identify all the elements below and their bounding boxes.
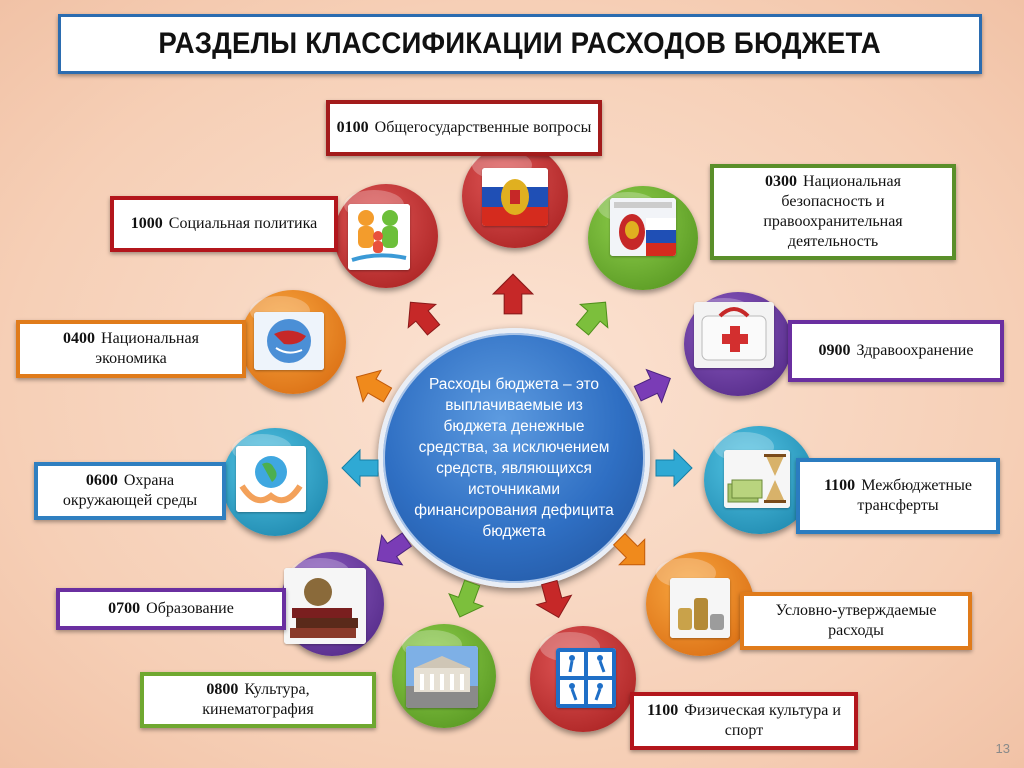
label-1100-sport — [630, 692, 858, 750]
label-1100-transfers — [796, 458, 1000, 534]
globe-map-icon — [254, 312, 324, 370]
arrow-left — [340, 448, 380, 488]
code-0900: 0900 — [818, 342, 851, 359]
code-0100: 0100 — [336, 119, 369, 136]
name-1100-transfers: Межбюджетные трансферты — [857, 477, 972, 514]
label-conditional — [740, 592, 972, 650]
label-0300 — [710, 164, 956, 260]
arrow-right — [654, 448, 694, 488]
medical-bag-icon — [694, 302, 774, 368]
theatre-building-icon — [406, 646, 478, 708]
arrow-down-right — [530, 576, 579, 625]
code-0600: 0600 — [85, 472, 118, 489]
code-1100-transfers: 1100 — [824, 477, 856, 494]
name-0600: Охрана окружающей среды — [62, 472, 198, 509]
code-0400: 0400 — [63, 330, 96, 347]
name-0800: Культура, кинематография — [202, 681, 314, 718]
label-0600 — [34, 462, 226, 520]
code-1000: 1000 — [130, 215, 163, 232]
code-0300: 0300 — [765, 173, 798, 190]
name-1000: Социальная политика — [168, 215, 318, 232]
arrow-up — [490, 272, 536, 316]
russian-coat-of-arms-icon — [482, 168, 548, 226]
label-0800 — [140, 672, 376, 728]
arrow-up-right — [566, 288, 622, 344]
label-0100 — [326, 100, 602, 156]
name-0300: Национальная безопасность и правоохранительная деятельность — [763, 173, 903, 250]
name-0900: Здравоохранение — [856, 342, 974, 359]
sports-pictogram-icon — [556, 648, 616, 708]
label-0900 — [788, 320, 1004, 382]
label-1000 — [110, 196, 338, 252]
books-globe-icon — [284, 568, 366, 644]
page-number: 13 — [995, 741, 1010, 756]
name-0100: Общегосударственные вопросы — [374, 119, 592, 136]
arrow-up-left — [394, 288, 450, 344]
name-0700: Образование — [146, 600, 234, 617]
label-0400 — [16, 320, 246, 378]
security-emblem-icon — [610, 198, 676, 256]
name-1100-sport: Физическая культура и спорт — [684, 702, 841, 739]
title-box — [58, 14, 982, 74]
code-0800: 0800 — [206, 681, 239, 698]
name-conditional: Условно-утверждаемые расходы — [775, 602, 937, 639]
money-hourglass-icon — [724, 450, 790, 508]
center-definition: Расходы бюджета – это выплачиваемые из бюджета денежные средства, за исключением средств, являющихся источниками финансирования дефицита бюджета — [414, 376, 614, 540]
name-0400: Национальная экономика — [95, 330, 199, 367]
slide-title: РАЗДЕЛЫ КЛАССИФИКАЦИИ РАСХОДОВ БЮДЖЕТА — [158, 27, 882, 60]
code-0700: 0700 — [108, 600, 141, 617]
coins-icon — [670, 578, 730, 638]
family-hand-icon — [348, 204, 410, 270]
label-0700 — [56, 588, 286, 630]
code-1100-sport: 1100 — [647, 702, 679, 719]
earth-hands-icon — [236, 446, 306, 512]
